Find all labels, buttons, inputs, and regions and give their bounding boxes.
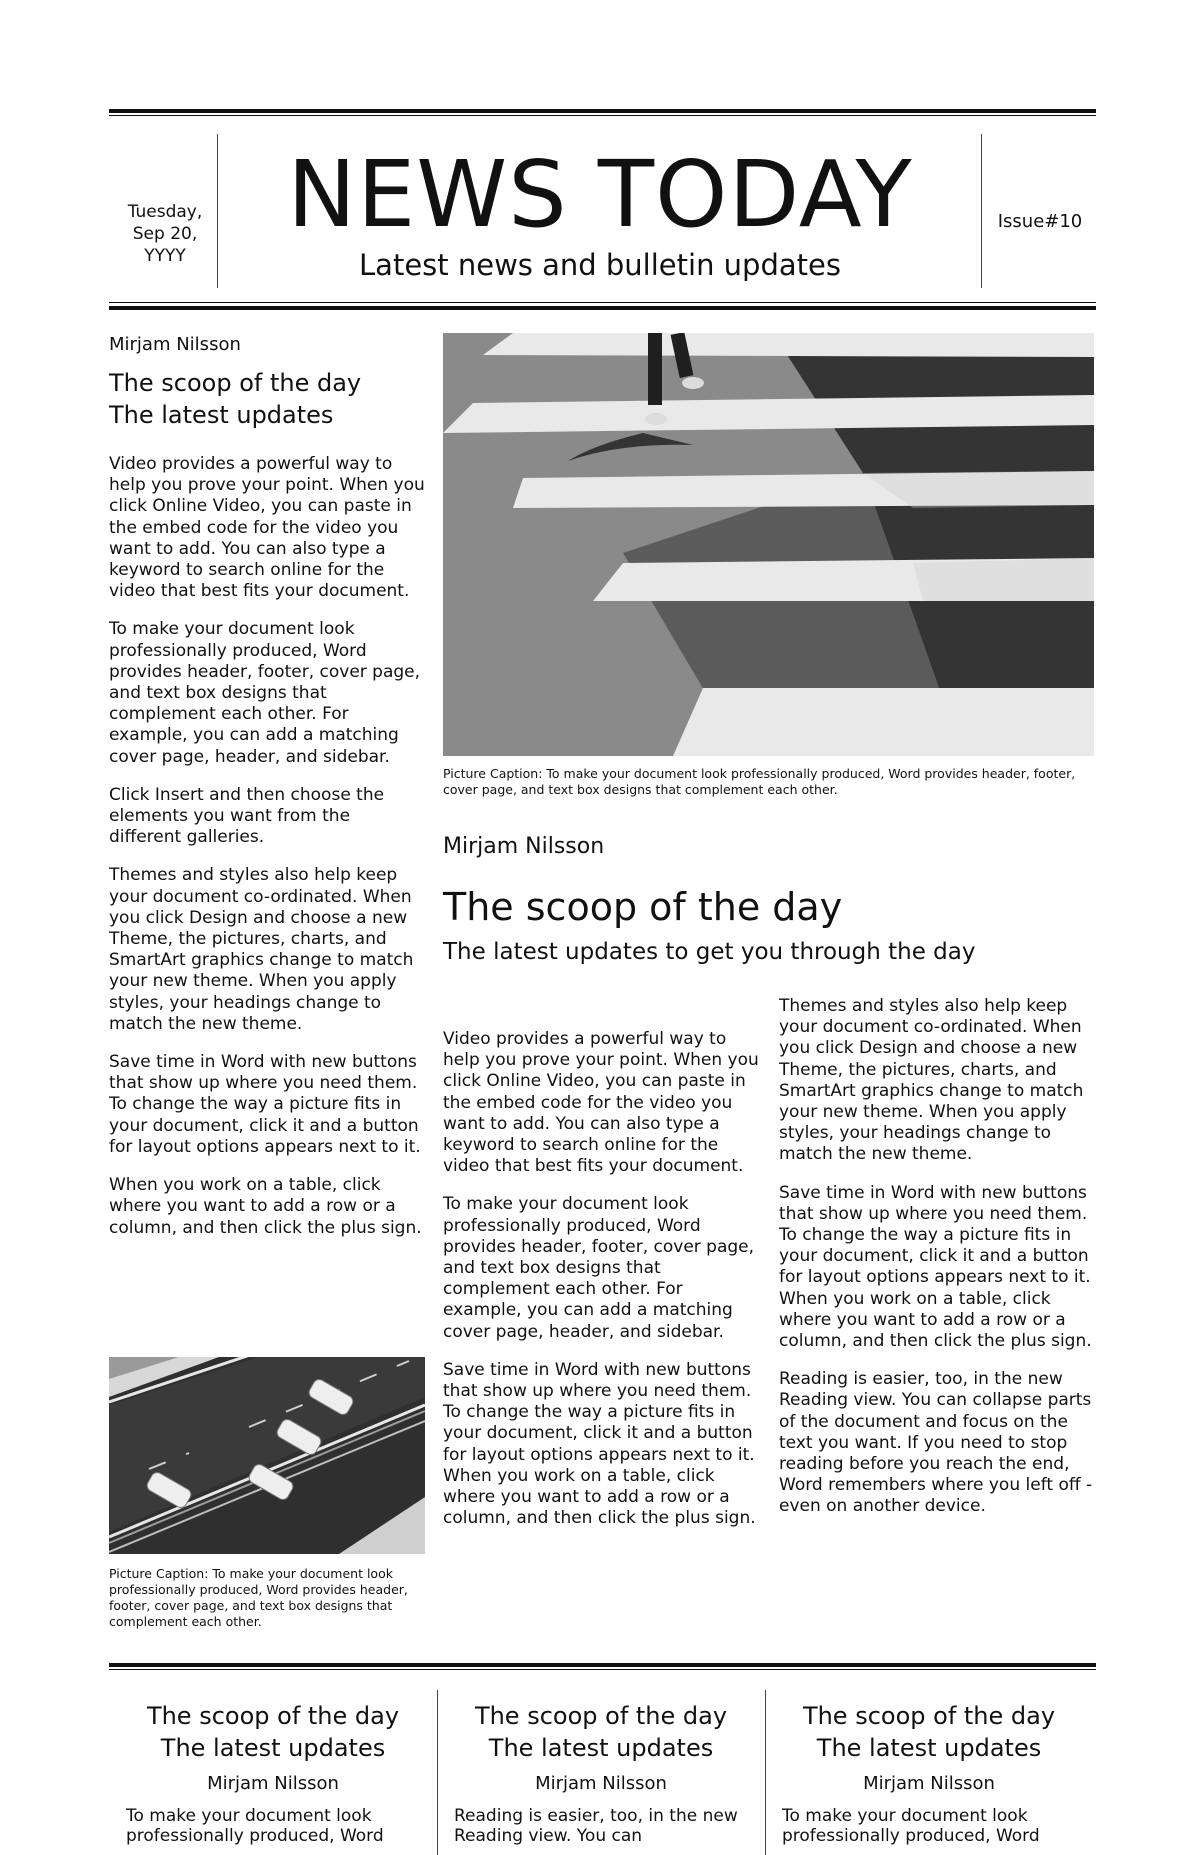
bottom-subheading: The latest updates (816, 1734, 1042, 1762)
bottom-heading: The scoop of the day (474, 1702, 728, 1730)
bottom-section-rule-thin (109, 1669, 1096, 1670)
left-author: Mirjam Nilsson (109, 334, 241, 355)
bottom-article-2 (451, 1700, 751, 1846)
crosswalk-photo-caption: Picture Caption: To make your document look professionally produced, Word provides header, footer, cover page, and text box designs that complement each other. (443, 766, 1076, 797)
left-heading: The scoop of the day (109, 369, 362, 397)
bottom-heading: The scoop of the day (146, 1702, 400, 1730)
paragraph: Click Insert and then choose the elements you want from the different galleries. (109, 784, 385, 848)
paragraph: Themes and styles also help keep your document co-ordinated. When you click Design and choose a new Theme, the pictures, charts, and SmartArt graphics change to match your new theme. When you apply styles, your headings change to match the new theme. (779, 996, 1084, 1165)
main-headline: The scoop of the day (443, 885, 843, 929)
paragraph: Themes and styles also help keep your document co-ordinated. When you click Design and choose a new Theme, the pictures, charts, and SmartArt graphics change to match your new theme. When you apply styles, your headings change to match the new theme. (109, 865, 414, 1034)
paragraph: To make your document look professionally produced, Word provides header, footer, cover page, and text box designs that complement each other. For example, you can add a matching cover page, header, and sidebar. (109, 619, 421, 767)
paragraph: To make your document look professionally produced, Word provides header, footer, cover page, and text box designs that complement each other. For example, you can add a matching cover page, header, and sidebar. (443, 1194, 755, 1342)
bottom-author: Mirjam Nilsson (535, 1773, 667, 1794)
bottom-text: To make your document look professionally produced, Word (126, 1806, 384, 1846)
masthead-bottom-rule-thin (109, 302, 1096, 303)
bottom-subheading: The latest updates (160, 1734, 386, 1762)
paragraph: Video provides a powerful way to help you prove your point. When you click Online Video, you can paste in the embed code for the video you want to add. You can also type a keyword to search online for the video that best fits your document. (443, 1029, 759, 1177)
left-column (109, 333, 427, 1256)
bottom-article-1 (123, 1700, 423, 1846)
left-subheading: The latest updates (109, 401, 334, 429)
issue-number: Issue#10 (997, 211, 1083, 232)
bottom-article-3 (779, 1700, 1079, 1846)
masthead-top-rule-thin (109, 115, 1096, 116)
highway-photo (109, 1357, 425, 1554)
paragraph: Save time in Word with new buttons that show up where you need them. To change the way a picture fits in your document, click it and a button for layout options appears next to it. (109, 1052, 421, 1157)
newspaper-title: NEWS TODAY (287, 141, 913, 248)
masthead-bottom-rule (109, 306, 1096, 310)
bottom-author: Mirjam Nilsson (863, 1773, 995, 1794)
bottom-divider-2 (765, 1690, 766, 1855)
left-article-body (109, 454, 427, 1239)
paragraph: Video provides a powerful way to help you prove your point. When you click Online Video, you can paste in the embed code for the video you want to add. You can also type a keyword to search online for the video that best fits your document. (109, 454, 425, 602)
highway-photo-caption: Picture Caption: To make your document look professionally produced, Word provides header, footer, cover page, and text box designs that complement each other. (109, 1566, 408, 1629)
main-column-b (779, 996, 1097, 1535)
paragraph: When you work on a table, click where you want to add a row or a column, and then click the plus sign. (109, 1175, 422, 1238)
paragraph: Save time in Word with new buttons that show up where you need them. To change the way a picture fits in your document, click it and a button for layout options appears next to it. When you work on a table, click where you want to add a row or a column, and then click the plus sign. (779, 1182, 1092, 1352)
bottom-subheading: The latest updates (488, 1734, 714, 1762)
masthead-top-rule (109, 109, 1096, 113)
crosswalk-photo (443, 333, 1094, 756)
paragraph: Reading is easier, too, in the new Reading view. You can collapse parts of the document and focus on the text you want. If you need to stop reading before you reach the end, Word remembers where you left off - even on another device. (779, 1369, 1093, 1517)
masthead-divider-right (981, 134, 982, 288)
main-author: Mirjam Nilsson (443, 834, 605, 859)
main-column-a (443, 1029, 766, 1546)
main-subheadline: The latest updates to get you through the day (443, 939, 976, 965)
bottom-text: To make your document look professionally produced, Word (782, 1806, 1040, 1846)
bottom-section-rule (109, 1663, 1096, 1667)
paragraph: Save time in Word with new buttons that show up where you need them. To change the way a picture fits in your document, click it and a button for layout options appears next to it. When you work on a table, click where you want to add a row or a column, and then click the plus sign. (443, 1359, 756, 1529)
bottom-heading: The scoop of the day (802, 1702, 1056, 1730)
bottom-author: Mirjam Nilsson (207, 1773, 339, 1794)
newspaper-subtitle: Latest news and bulletin updates (359, 248, 841, 282)
bottom-divider-1 (437, 1690, 438, 1855)
issue-date: Tuesday, Sep 20, YYYY (127, 202, 203, 266)
bottom-text: Reading is easier, too, in the new Reading view. You can (454, 1806, 738, 1846)
